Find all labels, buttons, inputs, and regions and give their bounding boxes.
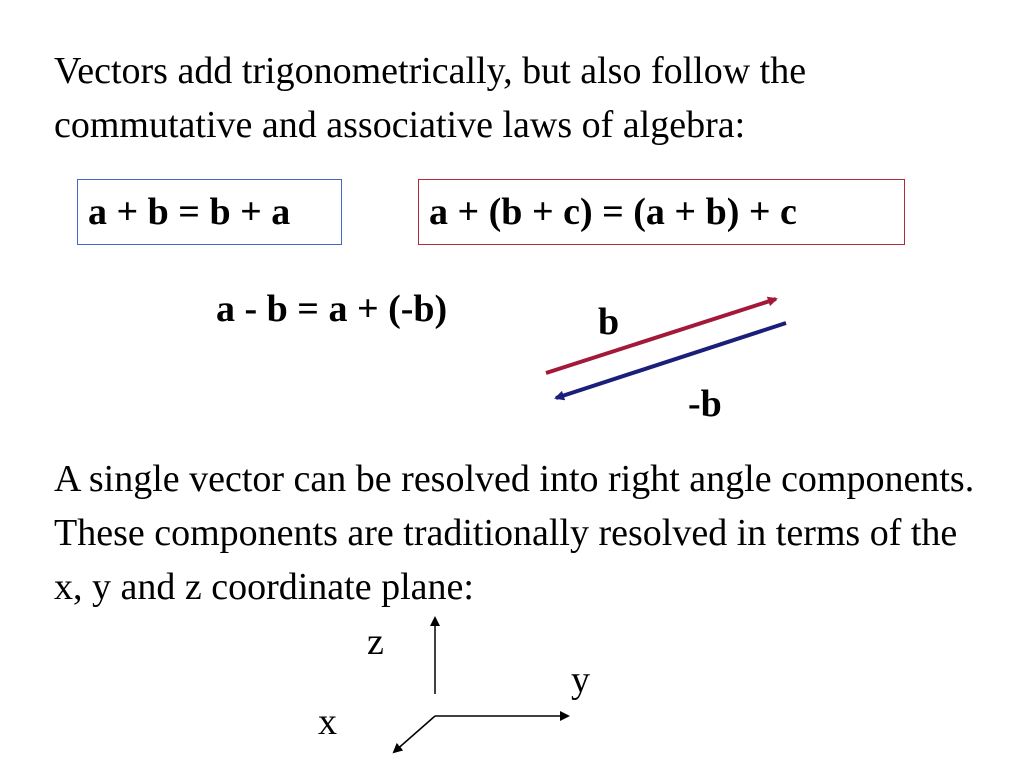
subtraction-equation: a - b = a + (-b) — [216, 288, 448, 330]
x-axis-arrow — [394, 716, 435, 752]
x-axis-label: x — [318, 701, 337, 743]
commutative-law-box: a + b = b + a — [77, 179, 342, 245]
resolve-paragraph: A single vector can be resolved into right angle components. These components are traditionally resolved in terms of the x, y and z coordinate plane: — [54, 458, 975, 608]
vector-neg-b-label: -b — [688, 383, 722, 425]
intro-paragraph: Vectors add trigonometrically, but also follow the commutative and associative laws of algebra: — [54, 50, 807, 146]
vector-b-label: b — [598, 301, 620, 343]
z-axis-label: z — [367, 621, 384, 663]
associative-law-box: a + (b + c) = (a + b) + c — [418, 179, 905, 245]
y-axis-label: y — [571, 659, 590, 701]
